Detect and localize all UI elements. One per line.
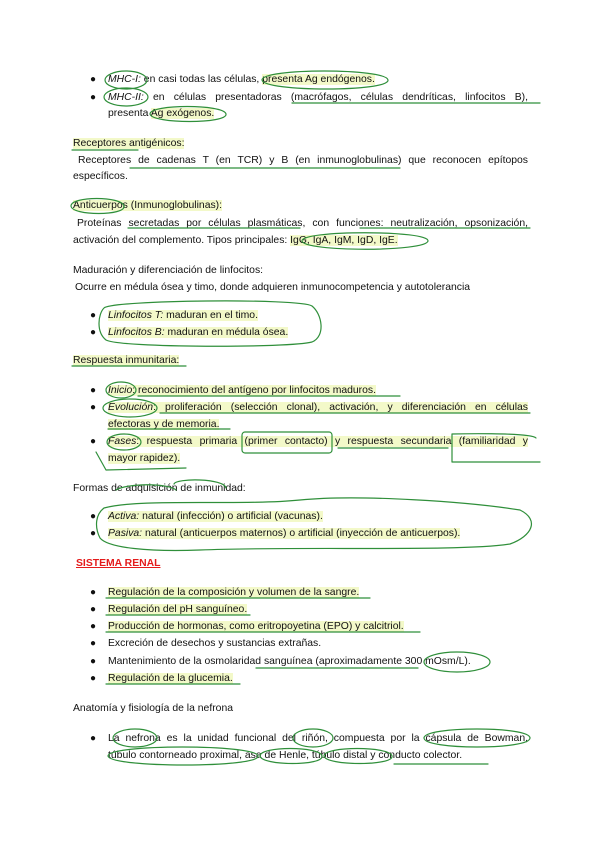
anticuerpos-line2: activación del complemento. Tipos principales: IgG, IgA, IgM, IgD, IgE. <box>73 235 398 246</box>
maduracion-heading: Maduración y diferenciación de linfocitos: <box>73 265 264 276</box>
bullet: ● <box>90 74 97 85</box>
renal-item: Excreción de desechos y sustancias extrañas. <box>108 638 322 649</box>
mhc-i-term: MHC-I: <box>108 74 141 85</box>
renal-item: Regulación del pH sanguíneo. <box>108 604 248 615</box>
bullet: ● <box>90 656 97 667</box>
inicio-item: Inicio: reconocimiento del antígeno por linfocitos maduros. <box>108 385 377 396</box>
renal-item: Regulación de la glucemia. <box>108 673 233 684</box>
maduracion-line1: Ocurre en médula ósea y timo, donde adquieren inmunocompetencia y autotolerancia <box>75 282 471 293</box>
activa-item: Activa: natural (infección) o artificial (vacunas). <box>108 511 323 522</box>
fases-line2: mayor rapidez). <box>108 453 181 464</box>
bullet: ● <box>90 310 97 321</box>
receptores-line1: Receptores de cadenas T (en TCR) y B (en inmunoglobulinas) que reconocen epítopos <box>78 155 528 166</box>
bullet: ● <box>90 436 97 447</box>
bullet: ● <box>90 385 97 396</box>
anticuerpos-line1: Proteínas secretadas por células plasmáticas, con funciones: neutralización, opsonización, <box>77 218 528 229</box>
formas-heading: Formas de adquisición de inmunidad: <box>73 483 246 494</box>
bullet: ● <box>90 402 97 413</box>
receptores-heading: Receptores antigénicos: <box>73 138 185 149</box>
evolucion-line1: Evolución: proliferación (selección clonal), activación, y diferenciación en células <box>108 402 528 413</box>
bullet: ● <box>90 92 97 103</box>
renal-item: Regulación de la composición y volumen de la sangre. <box>108 587 360 598</box>
receptores-line2: específicos. <box>73 171 128 182</box>
renal-item: Mantenimiento de la osmolaridad sanguínea (aproximadamente 300 mOsm/L). <box>108 656 471 667</box>
evolucion-line2: efectoras y de memoria. <box>108 419 220 430</box>
respuesta-heading: Respuesta inmunitaria: <box>73 355 180 366</box>
mhc-ii-line2: presenta Ag exógenos. <box>108 108 215 119</box>
bullet: ● <box>90 327 97 338</box>
nefrona-heading: Anatomía y fisiología de la nefrona <box>73 703 233 714</box>
bullet: ● <box>90 528 97 539</box>
bullet: ● <box>90 673 97 684</box>
nefrona-line1: La nefrona es la unidad funcional del riñón, compuesta por la cápsula de Bowman, <box>108 733 528 744</box>
fases-line1: Fases: respuesta primaria (primer contacto) y respuesta secundaria (familiaridad y <box>108 436 528 447</box>
bullet: ● <box>90 733 97 744</box>
renal-item: Producción de hormonas, como eritropoyetina (EPO) y calcitriol. <box>108 621 404 632</box>
nefrona-line2: túbulo contorneado proximal, asa de Henle, túbulo distal y conducto colector. <box>108 750 463 761</box>
linfocitos-t-item: Linfocitos T: maduran en el timo. <box>108 310 258 321</box>
bullet: ● <box>90 638 97 649</box>
pasiva-item: Pasiva: natural (anticuerpos maternos) o artificial (inyección de anticuerpos). <box>108 528 461 539</box>
bullet: ● <box>90 587 97 598</box>
bullet: ● <box>90 604 97 615</box>
renal-heading: SISTEMA RENAL <box>76 558 161 569</box>
anticuerpos-heading: Anticuerpos (Inmunoglobulinas): <box>73 200 223 211</box>
bullet: ● <box>90 511 97 522</box>
mhc-i-line: MHC-I: en casi todas las células, presenta Ag endógenos. <box>108 74 375 85</box>
linfocitos-b-item: Linfocitos B: maduran en médula ósea. <box>108 327 289 338</box>
mhc-ii-line1: MHC-II: en células presentadoras (macrófagos, células dendríticas, linfocitos B), <box>108 92 528 103</box>
bullet: ● <box>90 621 97 632</box>
